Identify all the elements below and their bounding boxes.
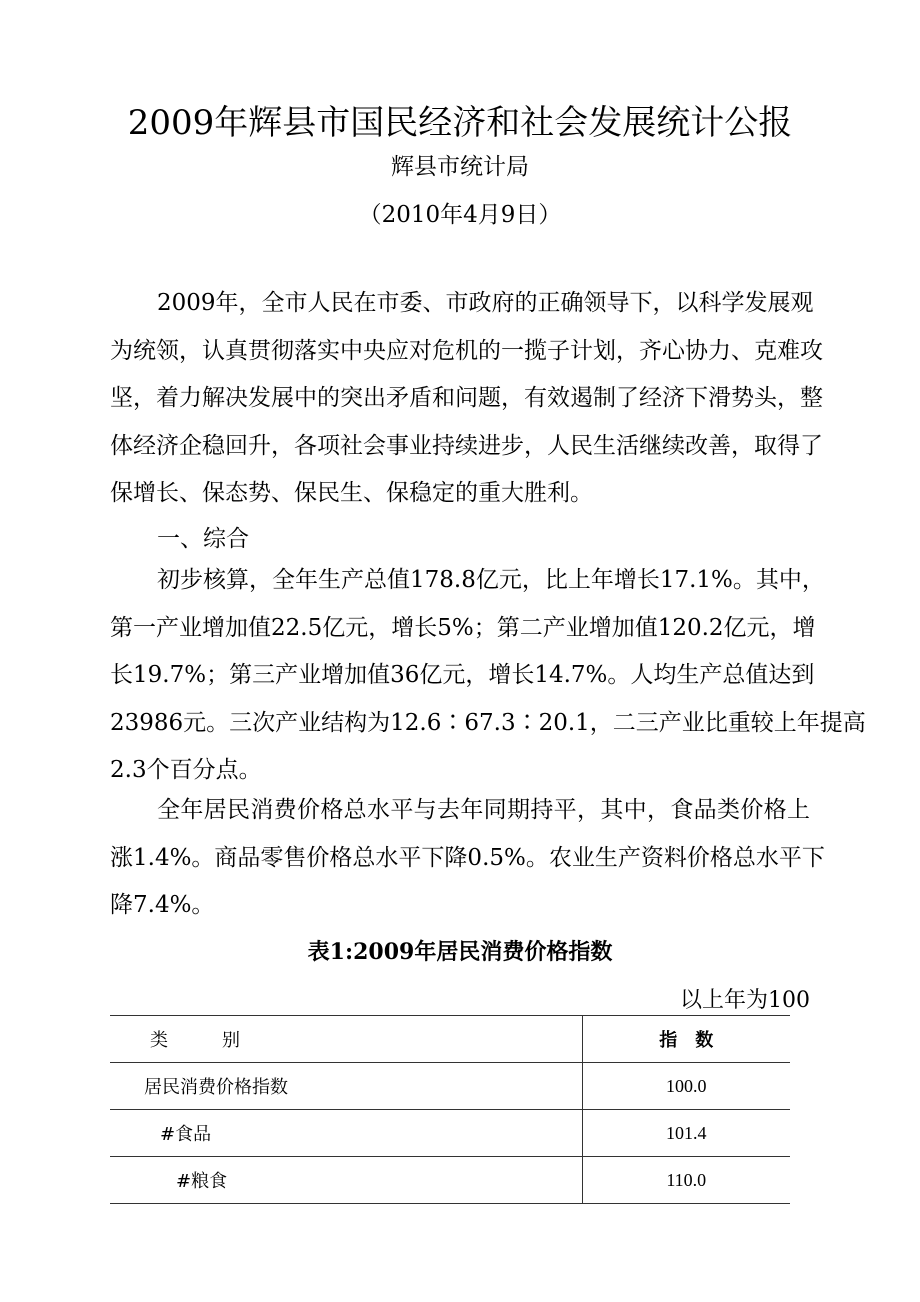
publication-date: （2010年4月9日） [358, 202, 562, 228]
paragraph-line: 2009年，全市人民在市委、市政府的正确领导下，以科学发展观 [157, 290, 814, 316]
row-category: #粮食 [110, 1157, 582, 1204]
issuer: 辉县市统计局 [391, 154, 529, 180]
paragraph-line: 全年居民消费价格总水平与去年同期持平，其中，食品类价格上 [157, 797, 810, 823]
row-value: 110.0 [582, 1157, 790, 1204]
section-heading: 一、综合 [157, 526, 249, 552]
document-title: 2009年辉县市国民经济和社会发展统计公报 [127, 103, 793, 143]
row-value: 101.4 [582, 1110, 790, 1157]
summary-paragraph [110, 557, 866, 795]
table-caption: 表1:2009年居民消费价格指数 [307, 939, 613, 965]
header-index: 指 数 [582, 1016, 790, 1063]
paragraph-line: 体经济企稳回升，各项社会事业持续进步，人民生活继续改善，取得了 [110, 432, 823, 459]
prices-paragraph [110, 787, 825, 930]
paragraph-line: 初步核算，全年生产总值178.8亿元，比上年增长17.1%。其中， [157, 567, 825, 593]
table-row [110, 1110, 790, 1157]
paragraph-line: 第一产业增加值22.5亿元，增长5%；第二产业增加值120.2亿元，增 [110, 614, 816, 641]
table-unit-note: 以上年为100 [680, 988, 810, 1013]
paragraph-line: 降7.4%。 [110, 892, 215, 918]
cpi-table [110, 1015, 790, 1204]
header-category: 类 别 [110, 1016, 582, 1063]
row-value: 100.0 [582, 1063, 790, 1110]
paragraph-line: 23986元。三次产业结构为12.6∶67.3∶20.1，二三产业比重较上年提高 [110, 709, 866, 736]
paragraph-line: 为统领，认真贯彻落实中央应对危机的一揽子计划，齐心协力、克难攻 [110, 337, 823, 364]
paragraph-line: 长19.7%；第三产业增加值36亿元，增长14.7%。人均生产总值达到 [110, 662, 815, 688]
table-row [110, 1157, 790, 1204]
paragraph-line: 涨1.4%。商品零售价格总水平下降0.5%。农业生产资料价格总水平下 [110, 844, 825, 871]
table-header-row [110, 1016, 790, 1063]
paragraph-line: 坚，着力解决发展中的突出矛盾和问题，有效遏制了经济下滑势头，整 [110, 385, 823, 411]
paragraph-line: 保增长、保态势、保民生、保稳定的重大胜利。 [110, 480, 593, 506]
row-category: 居民消费价格指数 [110, 1063, 582, 1110]
intro-paragraph [110, 280, 823, 518]
row-category: #食品 [110, 1110, 582, 1157]
paragraph-line: 2.3个百分点。 [110, 757, 262, 783]
table-row [110, 1063, 790, 1110]
